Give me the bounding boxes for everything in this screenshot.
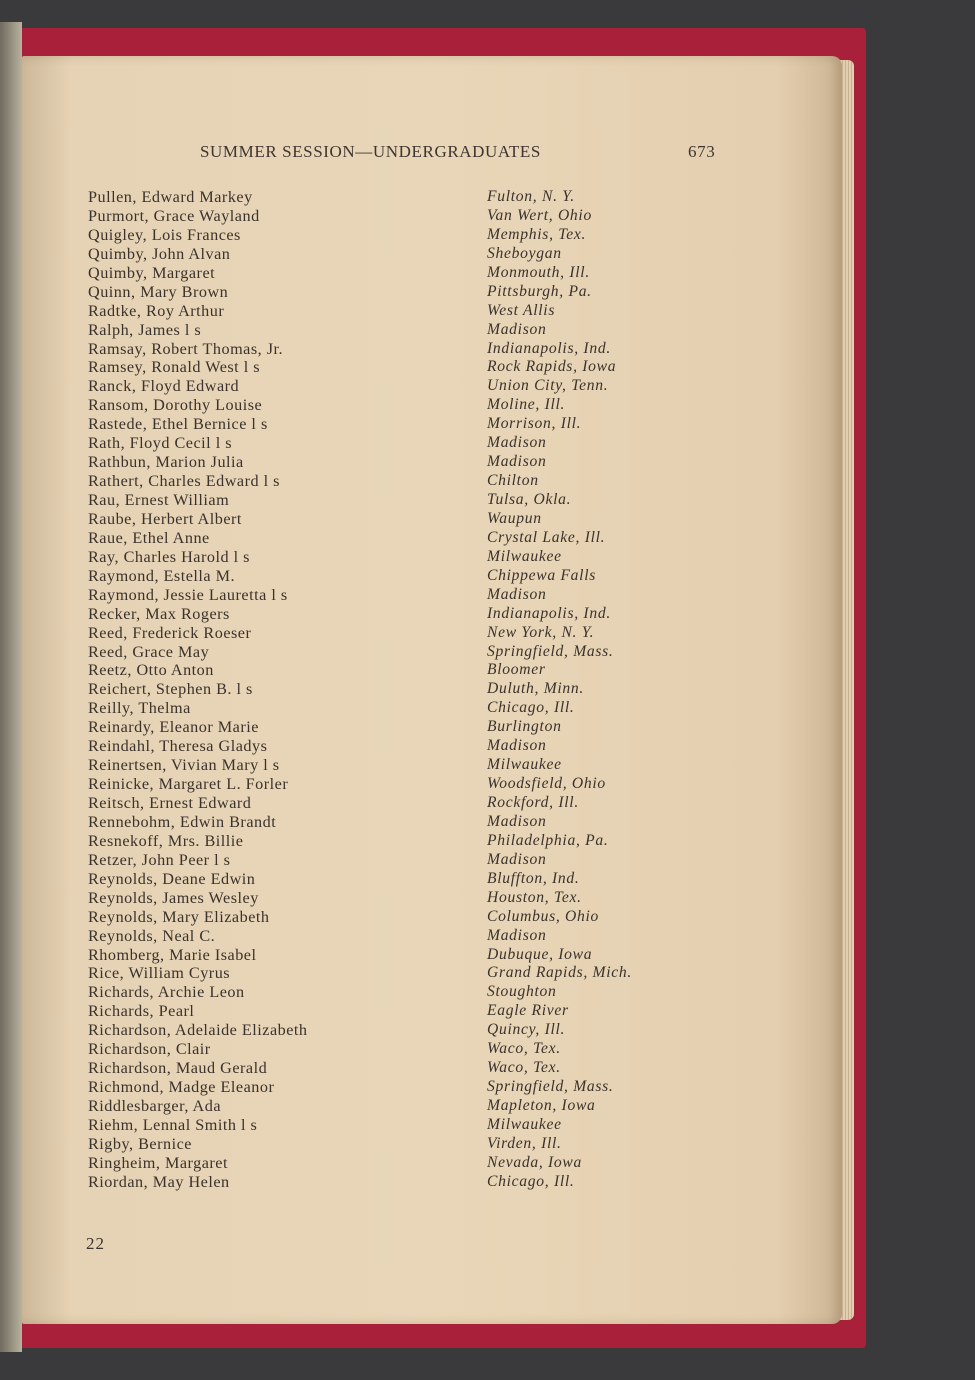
entry-place: Madison (487, 850, 547, 868)
entry-place: Crystal Lake, Ill. (487, 528, 606, 546)
entry-place: Chilton (487, 472, 539, 490)
entry-name: Reynolds, Neal C. (88, 926, 216, 945)
entry-place: Waco, Tex. (487, 1040, 561, 1058)
entry-name: Radtke, Roy Arthur (88, 301, 225, 320)
entry-place: Madison (487, 812, 547, 830)
entry-place: Rock Rapids, Iowa (487, 358, 617, 376)
page-edges (840, 60, 854, 1320)
entry-name: Pullen, Edward Markey (88, 188, 253, 206)
entry-place: Bloomer (487, 661, 546, 679)
entry-place: Mapleton, Iowa (487, 1097, 596, 1114)
entry-name: Raue, Ethel Anne (88, 528, 210, 547)
entry-place: Chippewa Falls (487, 566, 596, 584)
entry-name: Richardson, Adelaide Elizabeth (88, 1021, 308, 1040)
entry-name: Reetz, Otto Anton (88, 661, 214, 680)
entry-place: Burlington (487, 718, 562, 736)
entry-name: Resnekoff, Mrs. Billie (88, 831, 244, 850)
entry-name: Ringheim, Margaret (88, 1153, 228, 1172)
entry-name: Richmond, Madge Eleanor (88, 1078, 275, 1097)
page-number: 673 (688, 142, 716, 161)
entry-place: Springfield, Mass. (487, 642, 614, 660)
entry-place: Madison (487, 585, 547, 603)
entry-place: Morrison, Ill. (487, 415, 582, 433)
entry-name: Reitsch, Ernest Edward (88, 794, 252, 812)
entry-name: Rath, Floyd Cecil l s (88, 434, 233, 453)
entry-place: Madison (487, 737, 547, 755)
entry-place: Indianapolis, Ind. (487, 339, 611, 357)
entry-place: Virden, Ill. (487, 1134, 562, 1152)
entry-place: Van Wert, Ohio (487, 206, 592, 224)
entry-place: Rockford, Ill. (487, 794, 579, 811)
entry-name: Rigby, Bernice (88, 1134, 192, 1153)
entry-name: Reilly, Thelma (88, 699, 191, 718)
entry-name: Riehm, Lennal Smith l s (88, 1115, 258, 1134)
entry-name: Richardson, Clair (88, 1040, 211, 1059)
entry-name: Rennebohm, Edwin Brandt (88, 812, 277, 831)
book-spine (0, 22, 22, 1352)
entry-name: Quinn, Mary Brown (88, 282, 229, 301)
entry-place: Philadelphia, Pa. (487, 831, 609, 849)
entry-place: Columbus, Ohio (487, 907, 600, 925)
entry-name: Reed, Grace May (88, 642, 210, 661)
entry-name: Ransom, Dorothy Louise (88, 396, 263, 415)
entry-place: Milwaukee (487, 1115, 562, 1133)
entry-name: Reinertsen, Vivian Mary l s (88, 756, 280, 775)
entry-place: Stoughton (487, 983, 557, 1001)
entry-name: Reichert, Stephen B. l s (88, 680, 253, 699)
entry-name: Ray, Charles Harold l s (88, 547, 250, 566)
entry-place: Indianapolis, Ind. (487, 604, 611, 622)
entry-place: Woodsfield, Ohio (487, 775, 606, 793)
entry-name: Richardson, Maud Gerald (88, 1059, 268, 1078)
entry-place: Monmouth, Ill. (487, 263, 590, 281)
places-column (487, 188, 632, 1192)
entry-name: Ralph, James l s (88, 320, 202, 339)
entry-name: Richards, Archie Leon (88, 983, 245, 1002)
entry-place: Madison (487, 926, 547, 944)
entry-place: Eagle River (487, 1002, 569, 1020)
entry-name: Raube, Herbert Albert (88, 509, 242, 528)
entry-name: Rhomberg, Marie Isabel (88, 945, 257, 964)
entry-place: Moline, Ill. (487, 396, 566, 414)
entry-name: Riddlesbarger, Ada (88, 1097, 222, 1115)
entry-name: Ranck, Floyd Edward (88, 377, 240, 396)
entry-place: Madison (487, 453, 547, 471)
entry-place: Union City, Tenn. (487, 377, 609, 395)
entry-name: Reynolds, James Wesley (88, 888, 259, 907)
entry-name: Rastede, Ethel Bernice l s (88, 415, 268, 434)
entry-name: Reinicke, Margaret L. Forler (88, 775, 289, 794)
entry-place: Nevada, Iowa (487, 1153, 583, 1171)
entry-name: Riordan, May Helen (88, 1172, 230, 1191)
entry-name: Reindahl, Theresa Gladys (88, 737, 268, 756)
entry-place: Waco, Tex. (487, 1059, 561, 1077)
entry-place: Duluth, Minn. (487, 680, 585, 698)
entry-place: Springfield, Mass. (487, 1078, 614, 1096)
entry-place: Chicago, Ill. (487, 1172, 575, 1190)
entry-name: Ramsey, Ronald West l s (88, 358, 261, 377)
entry-place: Houston, Tex. (487, 888, 582, 906)
entry-place: Sheboygan (487, 244, 562, 262)
entry-place: Dubuque, Iowa (487, 945, 593, 963)
entry-name: Reynolds, Mary Elizabeth (88, 907, 270, 926)
entry-name: Reinardy, Eleanor Marie (88, 718, 259, 737)
entry-name: Ramsay, Robert Thomas, Jr. (88, 339, 284, 358)
entry-place: Bluffton, Ind. (487, 869, 580, 887)
entry-place: Madison (487, 320, 547, 338)
entry-place: Tulsa, Okla. (487, 491, 572, 508)
entry-name: Raymond, Estella M. (88, 566, 236, 585)
entry-place: West Allis (487, 301, 556, 319)
entry-name: Reed, Frederick Roeser (88, 623, 252, 642)
entry-name: Quimby, John Alvan (88, 244, 231, 263)
entry-name: Richards, Pearl (88, 1002, 195, 1021)
entry-name: Rice, William Cyrus (88, 964, 231, 983)
entry-name: Rau, Ernest William (88, 491, 230, 509)
entry-place: Milwaukee (487, 547, 562, 565)
entry-name: Purmort, Grace Wayland (88, 206, 260, 225)
entry-name: Retzer, John Peer l s (88, 850, 231, 869)
entry-place: Quincy, Ill. (487, 1021, 566, 1039)
entry-place: Fulton, N. Y. (487, 188, 575, 205)
entry-place: Waupun (487, 509, 542, 527)
entry-name: Rathert, Charles Edward l s (88, 472, 280, 491)
entry-name: Raymond, Jessie Lauretta l s (88, 585, 288, 604)
entry-name: Quimby, Margaret (88, 263, 216, 282)
entry-place: Memphis, Tex. (487, 225, 587, 243)
entry-place: New York, N. Y. (487, 623, 595, 641)
signature-number: 22 (86, 1234, 105, 1253)
entry-place: Milwaukee (487, 756, 562, 774)
entry-place: Madison (487, 434, 547, 452)
entry-place: Chicago, Ill. (487, 699, 575, 717)
entry-name: Recker, Max Rogers (88, 604, 230, 623)
entry-name: Reynolds, Deane Edwin (88, 869, 256, 888)
header-title: SUMMER SESSION—UNDERGRADUATES (200, 142, 541, 161)
entry-name: Rathbun, Marion Julia (88, 453, 244, 472)
names-column (88, 188, 308, 1192)
entry-name: Quigley, Lois Frances (88, 225, 241, 244)
entry-place: Pittsburgh, Pa. (487, 282, 592, 300)
entry-place: Grand Rapids, Mich. (487, 964, 632, 982)
